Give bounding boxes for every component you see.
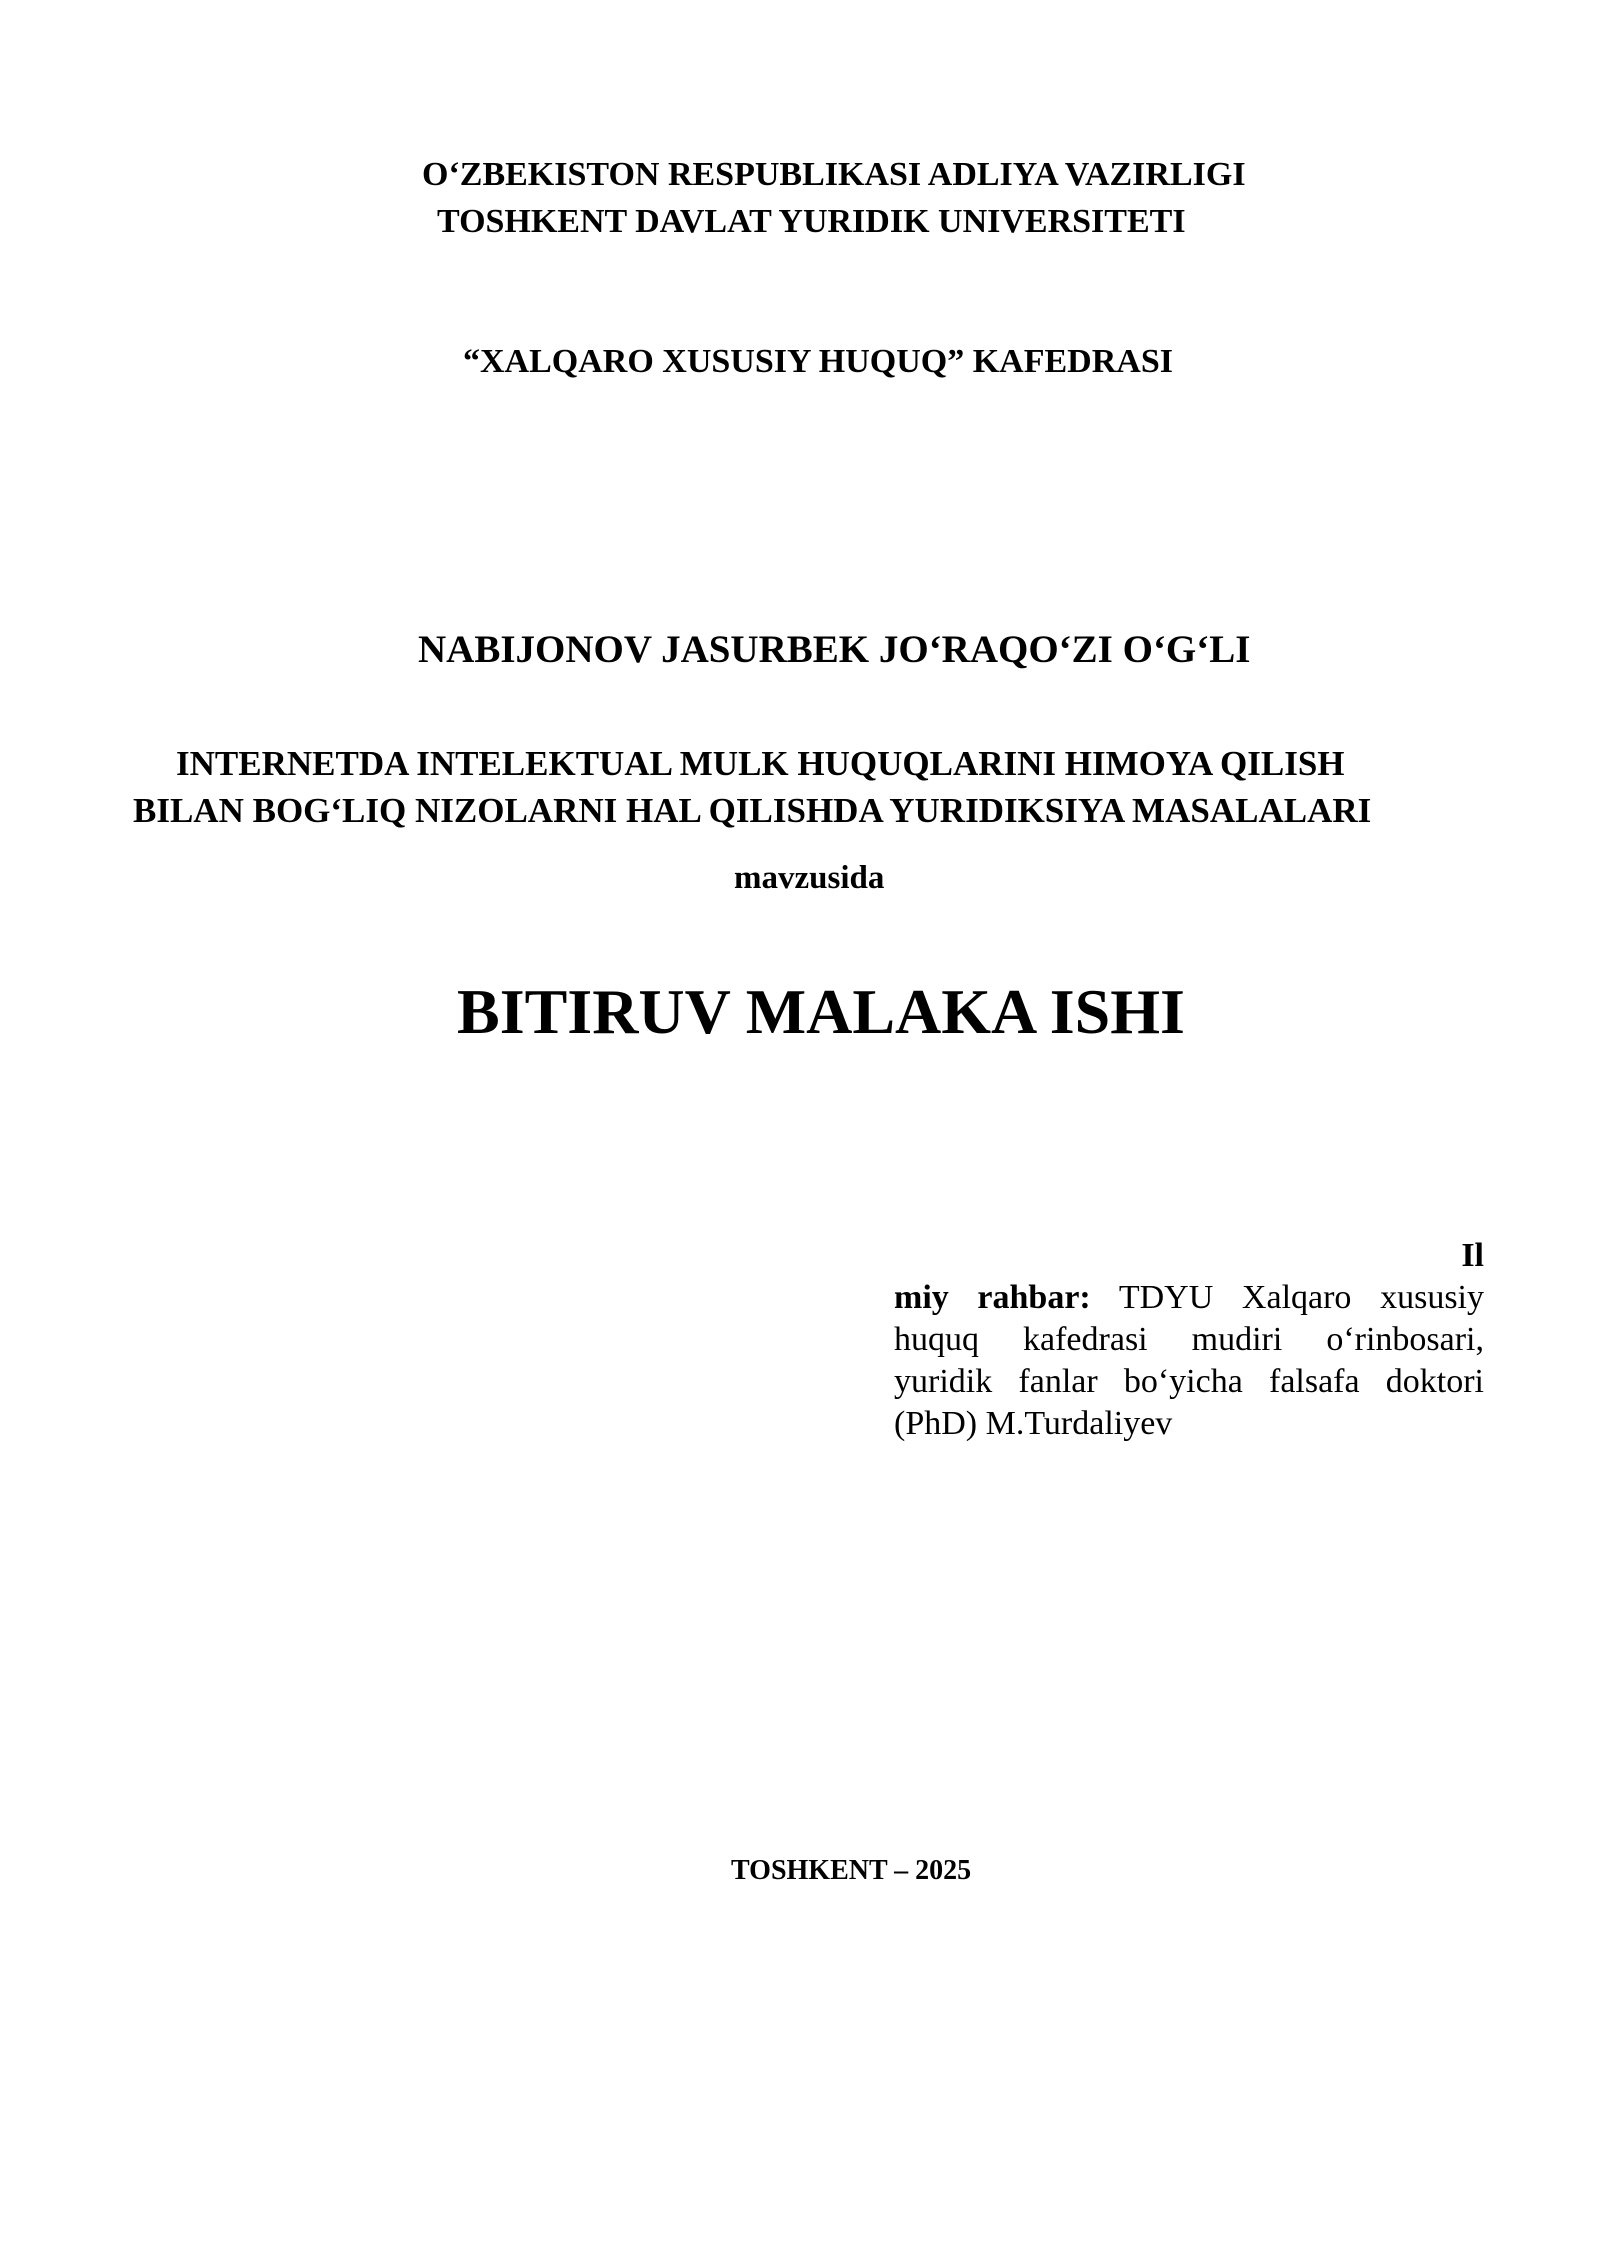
supervisor-details: TDYU Xalqaro xususiy huquq kafedrasi mudiri o‘rinbosari, yuridik fanlar bo‘yicha falsafa doktori (PhD) M.Turdaliyev xyxy=(894,1279,1485,1442)
topic-line-1: INTERNETDA INTELEKTUAL MULK HUQUQLARINI HIMOYA QILISH xyxy=(176,744,1345,783)
city-year: TOSHKENT – 2025 xyxy=(731,1855,972,1886)
supervisor-block xyxy=(894,1235,1484,1445)
university-heading: TOSHKENT DAVLAT YURIDIK UNIVERSITETI xyxy=(437,203,1186,240)
supervisor-text xyxy=(894,1277,1484,1445)
topic-line-2: BILAN BOG‘LIQ NIZOLARNI HAL QILISHDA YURIDIKSIYA MASALALARI xyxy=(133,791,1372,830)
supervisor-label: miy rahbar: xyxy=(894,1279,1091,1316)
work-type-title: BITIRUV MALAKA ISHI xyxy=(457,976,1185,1047)
topic-suffix: mavzusida xyxy=(734,860,885,896)
ministry-heading: O‘ZBEKISTON RESPUBLIKASI ADLIYA VAZIRLIGI xyxy=(422,156,1246,193)
author-name: NABIJONOV JASURBEK JO‘RAQO‘ZI O‘G‘LI xyxy=(418,628,1251,671)
department-heading: “XALQARO XUSUSIY HUQUQ” KAFEDRASI xyxy=(463,343,1173,380)
supervisor-label-start: Il xyxy=(1461,1237,1484,1274)
